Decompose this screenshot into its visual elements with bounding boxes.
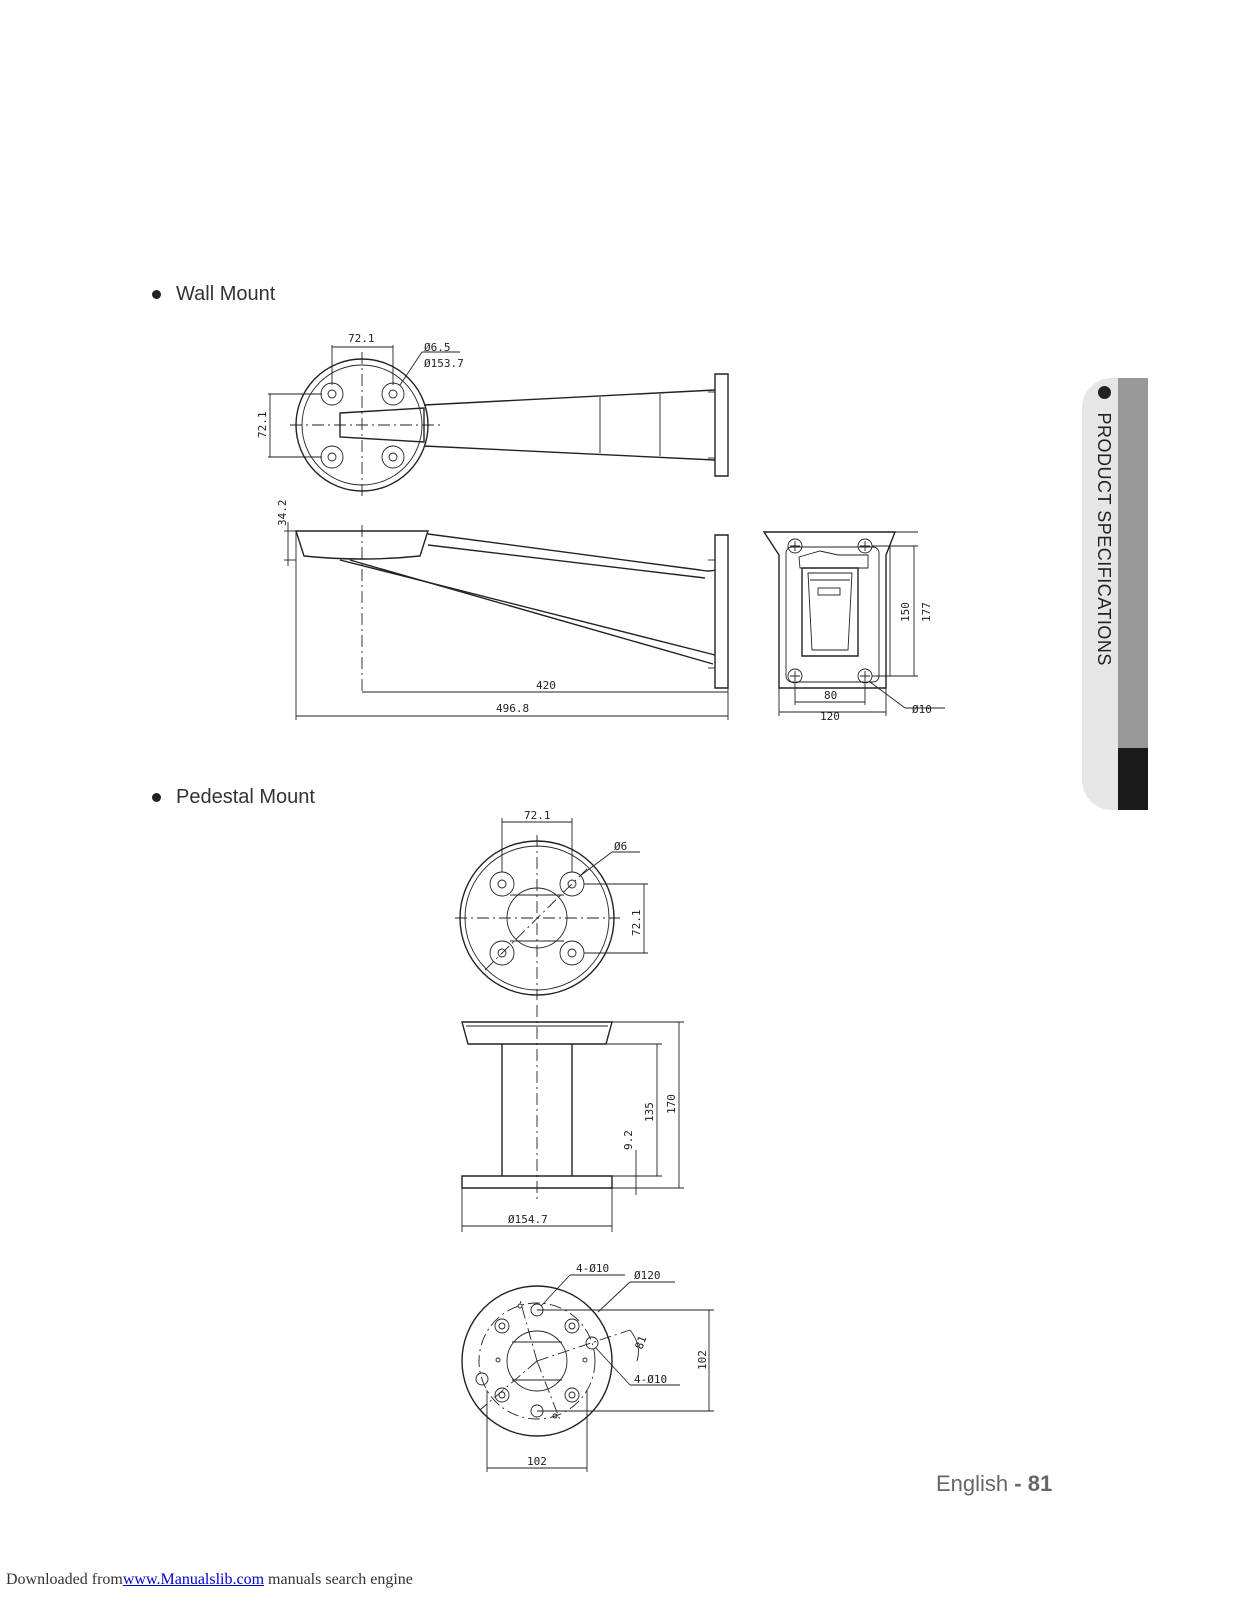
pedestal-bottom-view — [462, 1262, 714, 1472]
pedestal-mount-title: Pedestal Mount — [176, 786, 315, 808]
footer-prefix: Downloaded from — [6, 1571, 123, 1588]
page-language: English — [936, 1471, 1009, 1496]
dim-hole-6-5: Ø6.5 — [424, 341, 451, 354]
ped-dim-9-2: 9.2 — [622, 1130, 635, 1150]
footer-suffix: manuals search engine — [268, 1571, 413, 1588]
ped-dim-135: 135 — [643, 1102, 656, 1122]
dim-10: Ø10 — [912, 703, 932, 716]
wall-mount-top-view — [256, 332, 728, 500]
wall-mount-side-view — [276, 500, 728, 721]
ped-dim-154-7: Ø154.7 — [508, 1213, 548, 1226]
dim-150: 150 — [899, 602, 912, 622]
dim-420: 420 — [536, 679, 556, 692]
dim-72-1-top: 72.1 — [348, 332, 375, 345]
page-number — [936, 1471, 1052, 1497]
ped-dim-102-right: 102 — [696, 1350, 709, 1370]
manualslib-link[interactable]: www.Manualslib.com — [122, 1571, 265, 1588]
ped-dim-6: Ø6 — [614, 840, 628, 853]
page-separator: - — [1014, 1471, 1022, 1496]
download-footer — [6, 1571, 413, 1589]
pedestal-top-view — [455, 809, 648, 1000]
ped-dim-102-bottom: 102 — [527, 1455, 547, 1468]
ped-dim-72-1-side: 72.1 — [630, 909, 643, 936]
ped-dim-4-10-side: 4-Ø10 — [634, 1373, 668, 1386]
ped-dim-170: 170 — [665, 1094, 678, 1114]
side-tab-text: PRODUCT SPECIFICATIONS — [1094, 412, 1114, 666]
side-tab-marker — [1118, 748, 1148, 810]
side-tab-label — [1088, 386, 1114, 686]
ped-dim-120: Ø120 — [634, 1269, 661, 1282]
dim-72-1-side: 72.1 — [256, 411, 269, 438]
dim-496-8: 496.8 — [496, 702, 530, 715]
ped-dim-81: 81 — [632, 1334, 650, 1352]
wall-mount-title: Wall Mount — [176, 283, 276, 305]
ped-dim-4-10-top: 4-Ø10 — [576, 1262, 610, 1275]
wall-mount-back-plate — [764, 532, 945, 723]
pedestal-side-view — [462, 1005, 684, 1232]
dim-80: 80 — [824, 689, 838, 702]
dim-outer-153-7: Ø153.7 — [424, 357, 464, 370]
ped-dim-72-1-top: 72.1 — [524, 809, 551, 822]
page-num: 81 — [1027, 1471, 1053, 1496]
dim-34-2: 34.2 — [276, 499, 289, 526]
dim-120: 120 — [820, 710, 840, 723]
bullet-icon — [1098, 386, 1111, 399]
dim-177: 177 — [920, 602, 933, 622]
